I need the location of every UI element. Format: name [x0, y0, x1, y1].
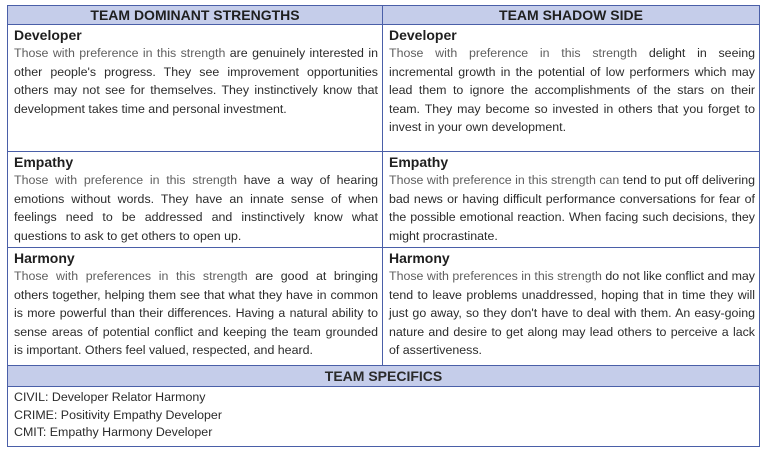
team-specifics-header: TEAM SPECIFICS	[8, 366, 760, 387]
harmony-shadow-rest: do not like conflict and may tend to leave problems unaddressed, hoping that in time they will just go away, so they don't have to deal with them. An easy-going nature and desire to get along may lead others to perceive a lack of assertiveness.	[389, 269, 755, 357]
empathy-strength-text	[14, 171, 378, 245]
developer-strength-text	[14, 44, 378, 118]
strengths-document	[7, 5, 759, 447]
developer-strength-rest: are genuinely interested in other people's progress. They see improvement opportunities others may not see for themselves. They instinctively know that development takes time and personal investment.	[14, 46, 378, 116]
shadow-side-header: TEAM SHADOW SIDE	[383, 6, 760, 25]
strengths-table	[7, 5, 760, 447]
empathy-strength-cell	[8, 152, 383, 248]
developer-shadow-text	[389, 44, 755, 137]
harmony-shadow-lead: Those with preferences in this strength	[389, 269, 602, 283]
developer-shadow-lead: Those with preference in this strength	[389, 46, 638, 60]
strength-row-empathy	[8, 152, 760, 248]
dominant-strengths-header: TEAM DOMINANT STRENGTHS	[8, 6, 383, 25]
harmony-shadow-title: Harmony	[389, 250, 450, 266]
team-specifics-cell	[8, 387, 760, 447]
developer-strength-title: Developer	[14, 27, 82, 43]
harmony-strength-text	[14, 267, 378, 360]
strength-row-harmony	[8, 248, 760, 366]
harmony-strength-rest: are good at bringing others together, helping them see that what they have in common is more powerful than their differences. Having a natural ability to sense areas of potential conflict and keeping the team grounded is important. Others feel valued, respected, and heard.	[14, 269, 378, 357]
strength-row-developer	[8, 25, 760, 152]
empathy-shadow-title: Empathy	[389, 154, 449, 170]
empathy-shadow-cell	[383, 152, 760, 248]
developer-strength-lead: Those with preference in this strength	[14, 46, 226, 60]
team-specific-item: CMIT: Empathy Harmony Developer	[14, 425, 213, 439]
specifics-row	[8, 387, 760, 447]
header-row	[8, 6, 760, 25]
harmony-shadow-text	[389, 267, 755, 360]
developer-shadow-cell	[383, 25, 760, 152]
empathy-strength-lead: Those with preference in this strength	[14, 173, 237, 187]
team-specific-item: CIVIL: Developer Relator Harmony	[14, 390, 206, 404]
harmony-shadow-cell	[383, 248, 760, 366]
specifics-header-row	[8, 366, 760, 387]
harmony-strength-title: Harmony	[14, 250, 75, 266]
empathy-shadow-text	[389, 171, 755, 245]
empathy-strength-rest: have a way of hearing emotions without words. They have an innate sense of when feelings need to be addressed and instinctively know what questions to ask to get others to open up.	[14, 173, 378, 243]
harmony-strength-cell	[8, 248, 383, 366]
team-specific-item: CRIME: Positivity Empathy Developer	[14, 407, 222, 422]
empathy-shadow-rest: tend to put off delivering bad news or having difficult performance conversations for fear of the possible emotional reaction. When facing such decisions, they might procrastinate.	[389, 173, 755, 243]
developer-strength-cell	[8, 25, 383, 152]
harmony-strength-lead: Those with preferences in this strength	[14, 269, 248, 283]
empathy-strength-title: Empathy	[14, 154, 74, 170]
empathy-shadow-lead: Those with preference in this strength can	[389, 173, 620, 187]
developer-shadow-title: Developer	[389, 27, 457, 43]
developer-shadow-rest: delight in seeing incremental growth in the potential of low performers which may lead them to ignore the accomplishments of the stars on their team. They may become so invested in others that you forget to invest in your own development.	[389, 46, 755, 134]
